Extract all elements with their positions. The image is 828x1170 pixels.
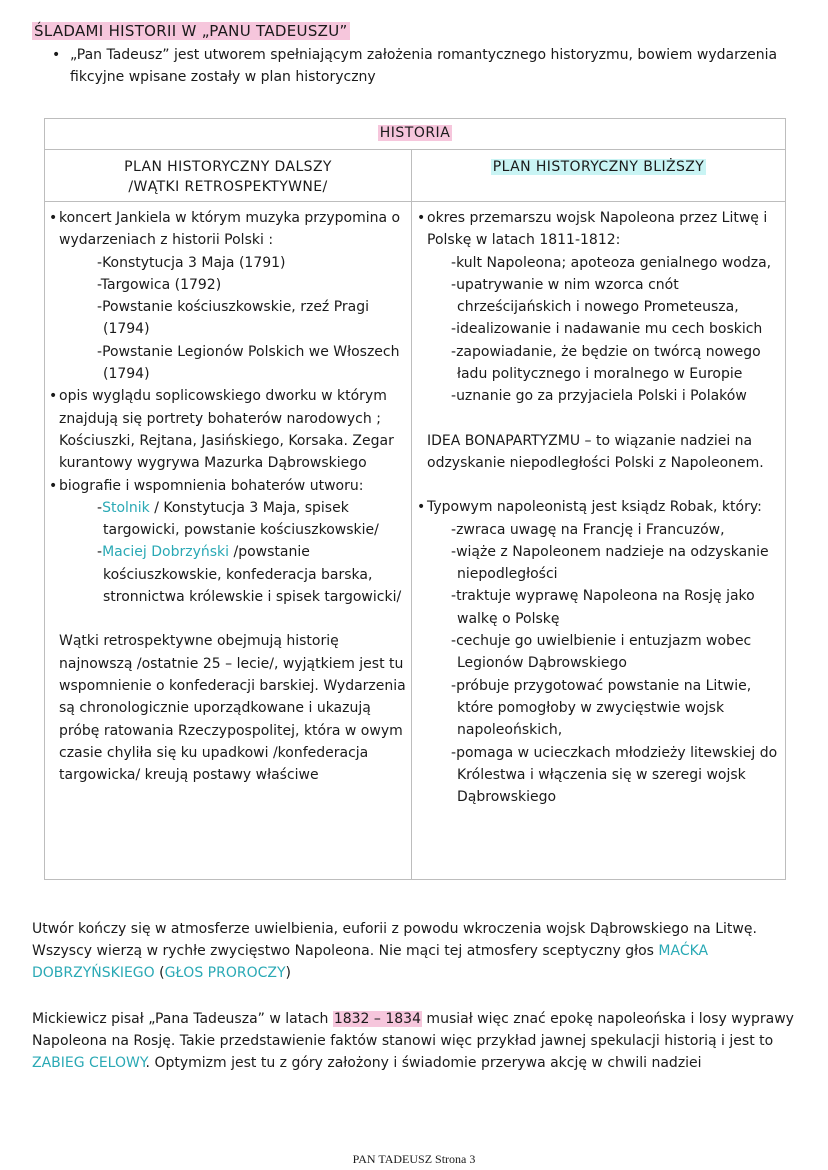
left-column-header: [45, 151, 411, 201]
ending-text: Utwór kończy się w atmosferze uwielbienia, euforii z powodu wkroczenia wojsk Dąbrowskiego na Litwę. Wszyscy wierzą w rychłe zwycięstwo Napoleona. Nie mąci tej atmosfery sceptyczny głos: [32, 921, 757, 959]
list-subitem-stolnik: [49, 497, 409, 542]
list-subitem: - Targowica (1792): [49, 274, 409, 296]
list-subitem-maciej: [49, 541, 409, 608]
list-subitem: - cechuje go uwielbienie i entuzjazm wobec Legionów Dąbrowskiego: [417, 630, 783, 675]
right-head-label: PLAN HISTORYCZNY BLIŻSZY: [492, 159, 705, 175]
left-column: [49, 207, 409, 786]
deliberate-device: ZABIEG CELOWY: [32, 1055, 146, 1071]
list-subitem: - wiąże z Napoleonem nadzieje na odzyskanie niepodległości: [417, 541, 783, 586]
ending-end: ): [285, 965, 291, 981]
ending-paragraph: [32, 918, 802, 984]
left-head-line-2: /WĄTKI RETROSPEKTYWNE/: [128, 179, 328, 195]
list-subitem: - upatrywanie w nim wzorca cnót chrześcijańskich i nowego Prometeusza,: [417, 274, 783, 319]
table-header-label: HISTORIA: [379, 125, 451, 141]
context-text-3: . Optymizm jest tu z góry założony i świadomie przerywa akcję w chwili nadziei: [145, 1055, 702, 1071]
context-text-2: musiał więc znać epokę napoleońska i losy wyprawy Napoleona na Rosję. Takie przedstawienie faktów stanowi więc przykład jawnej spekulacji historią i jest to: [32, 1011, 794, 1049]
years-highlight: 1832 – 1834: [333, 1011, 421, 1027]
bullet-marker: •: [52, 47, 61, 63]
column-divider: [411, 150, 412, 880]
list-subitem: - próbuje przygotować powstanie na Litwie, które pomogłoby w zwycięstwie wojsk napoleońskich,: [417, 675, 783, 742]
list-subitem: - zwraca uwagę na Francję i Francuzów,: [417, 519, 783, 541]
context-paragraph: [32, 1008, 802, 1074]
bonapartism-idea: IDEA BONAPARTYZMU – to wiązanie nadziei na odzyskanie niepodległości Polski z Napoleonem.: [427, 432, 764, 471]
context-text-1: Mickiewicz pisał „Pana Tadeusza” w latach: [32, 1011, 333, 1027]
list-item: • biografie i wspomnienia bohaterów utworu:: [49, 475, 409, 497]
retrospective-paragraph: Wątki retrospektywne obejmują historię najnowszą /ostatnie 25 – lecie/, wyjątkiem jest tu wspomnienie o konfederacji barskiej. Wydarzenia są chronologicznie uporządkowane i ukazują próbę ratowania Rzeczypospolitej, która w owym czasie chyliła się ku upadkowi /konfederacja targowicka/ kreują postawy właściwe: [59, 633, 406, 784]
list-subitem: - traktuje wyprawę Napoleona na Rosję jako walkę o Polskę: [417, 585, 783, 630]
list-item: • opis wyglądu soplicowskiego dworku w którym znajdują się portrety bohaterów narodowych ; Kościuszki, Rejtana, Jasińskiego, Korsaka. Zegar kurantowy wygrywa Mazurka Dąbrowskiego: [49, 385, 409, 474]
macka-dobrzynskiego: MAĆKA DOBRZYŃSKIEGO: [32, 943, 709, 981]
list-subitem: - pomaga w ucieczkach młodzieży litewskiej do Królestwa i włączenia się w szeregi wojsk Dąbrowskiego: [417, 742, 783, 809]
list-item: • okres przemarszu wojsk Napoleona przez Litwę i Polskę w latach 1811-1812:: [417, 207, 783, 252]
list-subitem: - uznanie go za przyjaciela Polski i Polaków: [417, 385, 783, 407]
history-table: [44, 118, 786, 880]
stolnik-text: / Konstytucja 3 Maja, spisek targowicki, powstanie kościuszkowskie/: [103, 499, 379, 539]
list-subitem: - kult Napoleona; apoteoza genialnego wodza,: [417, 252, 783, 274]
right-column: [417, 207, 783, 808]
prophetic-voice: GŁOS PROROCZY: [164, 965, 286, 981]
maciej-name: Maciej Dobrzyński: [102, 544, 230, 561]
list-subitem: - zapowiadanie, że będzie on twórcą nowego ładu politycznego i moralnego w Europie: [417, 341, 783, 386]
list-subitem: - idealizowanie i nadawanie mu cech boskich: [417, 318, 783, 340]
list-subitem: - Konstytucja 3 Maja (1791): [49, 252, 409, 274]
list-subitem: - Powstanie Legionów Polskich we Włoszech (1794): [49, 341, 409, 386]
right-column-header: [412, 151, 785, 201]
ending-mid: (: [154, 965, 165, 981]
table-header: [45, 119, 785, 150]
header-divider: [45, 201, 785, 202]
list-subitem: - Powstanie kościuszkowskie, rzeź Pragi (1794): [49, 296, 409, 341]
maciej-text: /powstanie kościuszkowskie, konfederacja barska, stronnictwa królewskie i spisek targowicki/: [103, 544, 402, 606]
left-head-line-1: PLAN HISTORYCZNY DALSZY: [124, 159, 332, 175]
page-footer: PAN TADEUSZ Strona 3: [352, 1152, 476, 1166]
list-item: • koncert Jankiela w którym muzyka przypomina o wydarzeniach z historii Polski :: [49, 207, 409, 252]
page-title: ŚLADAMI HISTORII W „PANU TADEUSZU”: [34, 22, 348, 40]
list-item: • Typowym napoleonistą jest ksiądz Robak, który:: [417, 496, 783, 518]
intro-text: „Pan Tadeusz” jest utworem spełniającym założenia romantycznego historyzmu, bowiem wydarzenia fikcyjne wpisane zostały w plan historyczny: [70, 47, 778, 85]
stolnik-name: Stolnik: [102, 499, 150, 516]
intro-bullet: [52, 44, 802, 88]
